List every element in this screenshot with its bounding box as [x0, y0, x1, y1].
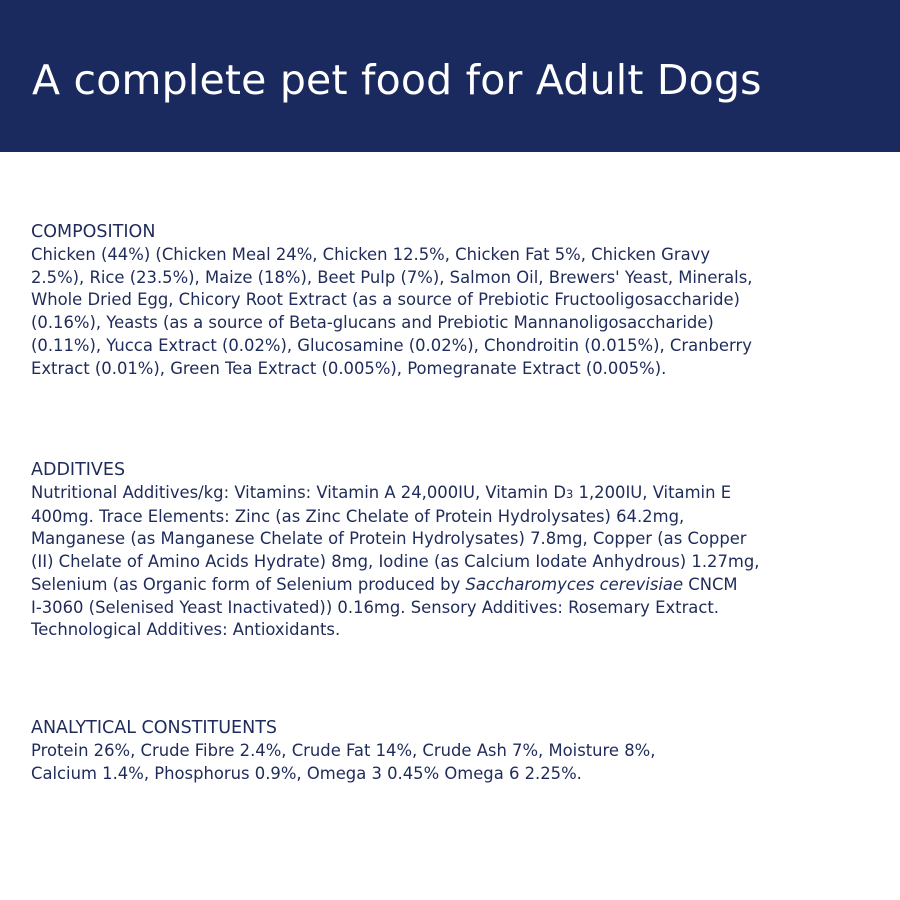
additives-line: (II) Chelate of Amino Acids Hydrate) 8mg, Iodine (as Calcium Iodate Anhydrous) 1.27mg,: [31, 552, 760, 572]
additives-line5-part: CNCM: [683, 574, 738, 594]
additives-line: 400mg. Trace Elements: Zinc (as Zinc Chelate of Protein Hydrolysates) 64.2mg,: [31, 506, 685, 526]
composition-line: Whole Dried Egg, Chicory Root Extract (as a source of Prebiotic Fructooligosaccharide): [31, 290, 740, 310]
analytical-heading: ANALYTICAL CONSTITUENTS: [31, 718, 277, 738]
additives-heading: ADDITIVES: [31, 460, 126, 480]
composition-line: (0.16%), Yeasts (as a source of Beta-glucans and Prebiotic Mannanoligosaccharide): [31, 313, 714, 333]
header-banner: [0, 0, 900, 152]
composition-heading: COMPOSITION: [31, 222, 156, 242]
additives-line1-part: Nutritional Additives/kg: Vitamins: Vitamin A 24,000IU, Vitamin D: [31, 483, 567, 502]
additives-line: [31, 482, 881, 506]
additives-line: [31, 574, 881, 597]
composition-text: [31, 244, 881, 380]
composition-line: 2.5%), Rice (23.5%), Maize (18%), Beet Pulp (7%), Salmon Oil, Brewers' Yeast, Minerals,: [31, 267, 753, 287]
additives-line: Manganese (as Manganese Chelate of Protein Hydrolysates) 7.8mg, Copper (as Copper: [31, 529, 747, 549]
analytical-section: [31, 716, 881, 785]
composition-line: Chicken (44%) (Chicken Meal 24%, Chicken 12.5%, Chicken Fat 5%, Chicken Gravy: [31, 245, 711, 264]
composition-line: Extract (0.01%), Green Tea Extract (0.005%), Pomegranate Extract (0.005%).: [31, 358, 667, 378]
additives-section: [31, 458, 881, 642]
analytical-line: Calcium 1.4%, Phosphorus 0.9%, Omega 3 0.45% Omega 6 2.25%.: [31, 763, 582, 783]
composition-line: (0.11%), Yucca Extract (0.02%), Glucosamine (0.02%), Chondroitin (0.015%), Cranberry: [31, 335, 752, 355]
additives-line1-part: 1,200IU, Vitamin E: [573, 483, 732, 502]
additives-line: Technological Additives: Antioxidants.: [31, 620, 341, 640]
additives-line: I-3060 (Selenised Yeast Inactivated)) 0.16mg. Sensory Additives: Rosemary Extract.: [31, 597, 720, 617]
banner-title: A complete pet food for Adult Dogs: [32, 56, 762, 104]
additives-line5-part: Selenium (as Organic form of Selenium produced by: [31, 574, 466, 594]
analytical-text: [31, 740, 881, 785]
species-name-italic: Saccharomyces cerevisiae: [465, 574, 684, 594]
additives-text: [31, 482, 881, 642]
vitamin-d3-subscript: 3: [566, 487, 574, 501]
analytical-line: Protein 26%, Crude Fibre 2.4%, Crude Fat 14%, Crude Ash 7%, Moisture 8%,: [31, 741, 656, 760]
composition-section: [31, 220, 881, 380]
